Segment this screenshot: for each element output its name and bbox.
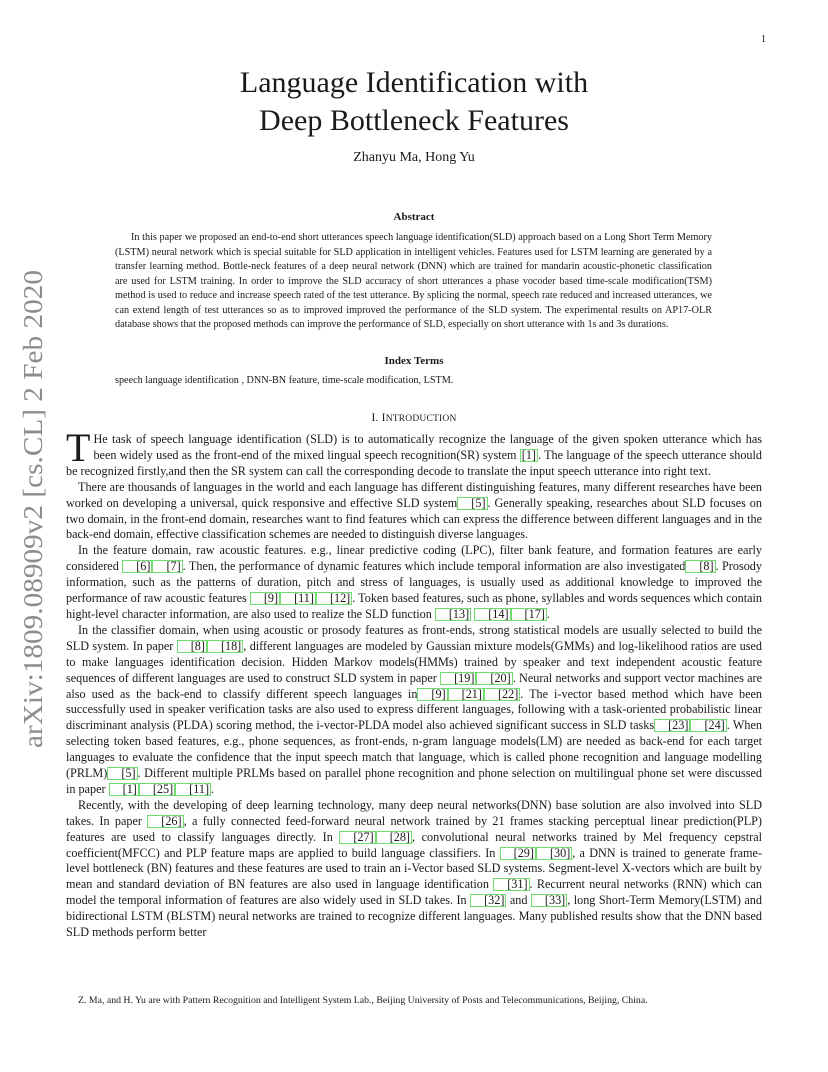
citation-link[interactable]: [19] <box>440 672 476 685</box>
title-line-1: Language Identification with <box>239 66 589 99</box>
citation-link[interactable]: [27] <box>339 831 375 844</box>
abstract-heading: Abstract <box>393 211 435 223</box>
abstract-text: In this paper we proposed an end-to-end short utterances speech language identification(SLD) approach based on a Long Short Term Memory (LSTM) neural network which is special suitable for SLD application in intelligent vehicles. Features used for LSTM learning are generated by a transfer learning method. Bottle-neck features of a deep neural network (DNN) which are trained for mandarin acoustic-phonetic classification are used for LSTM training. In order to improve the SLD accuracy of short utterances a phase vocoder based time-scale modification(TSM) method is used to reduce and increase speech rated of the test utterance. By splicing the normal, speech rate reduced and increased utterances, we can extend length of test utterances so as to improved improved the performance of the SLD system. The experimental results on AP17-OLR database shows that the proposed methods can improve the performance of SLD, especially on short utterance with 1s and 3s durations. <box>115 232 712 330</box>
citation-link[interactable]: [9] <box>250 592 280 605</box>
citation-link[interactable]: [8] <box>685 560 715 573</box>
text-span: , long Short-Term Memory(LSTM) and bidirectional LSTM (BLSTM) neural networks are trained to recognize different languages. Many published results show that the DNN based SLD methods perform better <box>66 893 762 940</box>
citation-link[interactable]: [33] <box>531 894 567 907</box>
paragraph-3 <box>66 543 762 623</box>
arxiv-stamp <box>12 268 56 750</box>
citation-link[interactable]: [9] <box>417 688 447 701</box>
paragraph-1 <box>66 425 762 480</box>
text-span: In the classifier domain, when using acoustic or prosody features as front-ends, strong statistical models are usually selected to build the SLD system. In paper <box>66 622 762 653</box>
text-span: , convolutional neural networks trained by Mel frequency cepstral coefficient(MFCC) and PLP feature maps are applied to build language classifiers. In <box>66 829 762 860</box>
citation-link[interactable]: [5] <box>107 767 137 780</box>
text-span: . Token based features, such as phone, syllables and words sequences which contain hight-level character information, are also used to realize the SLD function <box>66 591 762 621</box>
index-terms-heading: Index Terms <box>384 355 444 367</box>
text-span: , a DNN is trained to generate frame-level bottleneck (BN) features and these features are used to train an i-Vector based SLD systems. Segment-level X-vectors which are built by mean and standard deviation of BN features are also used in language identification <box>66 845 762 892</box>
text-span: . Prosody information, such as the patterns of duration, pitch and stress of languages, is usually used as additional knowledge to improved the performance of raw acoustic features <box>66 559 762 606</box>
body-text <box>66 425 763 941</box>
text-span: . When selecting token based features, e.g., phone sequences, as front-ends, n-gram language models(LM) are needed as back-end for each target languages to evaluate the confidence that the input speech match that language, which is called phone recognition and language modelling (PRLM) <box>66 718 762 781</box>
citation-link[interactable]: [7] <box>152 560 182 573</box>
section-heading <box>0 412 828 424</box>
paragraph-4 <box>66 623 762 798</box>
text-span: There are thousands of languages in the world and each language has different distinguishing features, many different researches have been worked on developing a universal, quick responsive and effective SLD system <box>66 479 762 510</box>
citation-link[interactable]: [32] <box>470 894 506 907</box>
citation-link[interactable]: [20] <box>476 672 512 685</box>
text-span: , different languages are modeled by Gaussian mixture models(GMMs) and log-likelihood ratios are used to make languages identification decision. Hidden Markov models(HMMs) trained by speaker and text independent acoustic feature sequences of different languages are used to construct SLD system in paper <box>66 638 762 685</box>
footnote: Z. Ma, and H. Yu are with Pattern Recognition and Intelligent System Lab., Beijing University of Posts and Telecommunications, Beijing, China. <box>78 995 648 1006</box>
index-terms-text: speech language identification , DNN-BN feature, time-scale modification, LSTM. <box>115 375 454 386</box>
citation-link[interactable]: [8] <box>177 640 207 653</box>
citation-link[interactable]: [28] <box>376 831 412 844</box>
citation-link[interactable]: [23] <box>654 719 690 732</box>
authors: Zhanyu Ma, Hong Yu <box>353 150 475 165</box>
text-span: . Different multiple PRLMs based on parallel phone recognition and phone selection on multilingual phone set were discussed in paper <box>66 766 762 796</box>
text-span: . The language of the speech utterance should be recognized firstly,and then the SR system can call the corresponding decode to translate the input speech utterance into right text. <box>66 447 762 478</box>
text-span: , a fully connected feed-forward neural network trained by 21 frames stacking perceptual linear prediction(PLP) features are used to classify languages directly. In <box>66 813 762 844</box>
page-number: 1 <box>761 34 766 45</box>
text-span: . Then, the performance of dynamic features which include temporal information are also investigated <box>182 559 686 574</box>
section-numeral: I. <box>371 412 379 424</box>
citation-link[interactable]: [1] <box>109 783 139 796</box>
text-span: Recently, with the developing of deep learning technology, many deep neural networks(DNN) base solution are also involved into SLD takes. In paper <box>66 797 762 828</box>
citation-link[interactable]: [31] <box>493 878 529 891</box>
title-line-2: Deep Bottleneck Features <box>259 104 569 137</box>
drop-cap: T <box>66 425 91 470</box>
paragraph-2 <box>66 480 762 544</box>
citation-link[interactable]: [12] <box>316 592 352 605</box>
citation-link[interactable]: [24] <box>690 719 726 732</box>
citation-link[interactable]: [21] <box>448 688 484 701</box>
citation-link[interactable]: [17] <box>511 608 547 621</box>
text-span: . Recurrent neural networks (RNN) which can model the temporal information of features are also widely used in SLD takes. In <box>66 877 763 908</box>
citation-link[interactable]: [29] <box>500 847 536 860</box>
text-span: . Generally speaking, researches about SLD focuses on two domain, in the front-end domain, researches want to find features which can express the difference between different languages and in the back-end domain, effective classification schemes are needed to distinguish diverse languages. <box>66 495 762 542</box>
citation-link[interactable]: [26] <box>147 815 183 828</box>
text-span: . <box>546 606 550 621</box>
arxiv-stamp-text: arXiv:1809.08909v2 [cs.CL] 2 Feb 2020 <box>18 307 48 748</box>
section-title-rest: NTRODUCTION <box>385 414 457 424</box>
text-span: . Neural networks and support vector machines are also used as the back-end to classify different speech languages in <box>66 670 762 701</box>
text-span: and <box>506 893 531 908</box>
citation-link[interactable]: [6] <box>122 560 152 573</box>
citation-link[interactable]: [5] <box>457 497 487 510</box>
text-span: In the feature domain, raw acoustic features. e.g., linear predictive coding (LPC), filter bank feature, and formation features are early considered <box>66 543 762 574</box>
text-span: . <box>211 781 215 796</box>
citation-link[interactable]: [1] <box>521 447 536 462</box>
paper-title <box>0 64 828 140</box>
citation-link[interactable]: [25] <box>139 783 175 796</box>
citation-link[interactable]: [22] <box>484 688 520 701</box>
citation-link[interactable]: [11] <box>175 783 211 796</box>
section-title-cap: I <box>381 412 386 424</box>
citation-link[interactable]: [11] <box>280 592 316 605</box>
text-span: . The i-vector based method which have been successfully used in speaker verification tasks are also used to express different languages, following with a task-oriented probabilistic linear discriminant analysis (PLDA) scoring method, the i-vector-PLDA model also achieved significant success in SLD tasks <box>66 686 762 733</box>
citation-link[interactable]: [13] <box>435 608 471 621</box>
text-span: He task of speech language identification (SLD) is to automatically recognize the language of the given spoken utterance which has been widely used as the front-end of the mixed lingual speech recognition(SR) system <box>93 432 762 462</box>
citation-link[interactable]: [14] <box>474 608 510 621</box>
citation-link[interactable]: [18] <box>207 640 243 653</box>
arxiv-stamp-svg <box>12 268 56 750</box>
paragraph-5 <box>66 798 762 941</box>
citation-link[interactable]: [30] <box>536 847 572 860</box>
